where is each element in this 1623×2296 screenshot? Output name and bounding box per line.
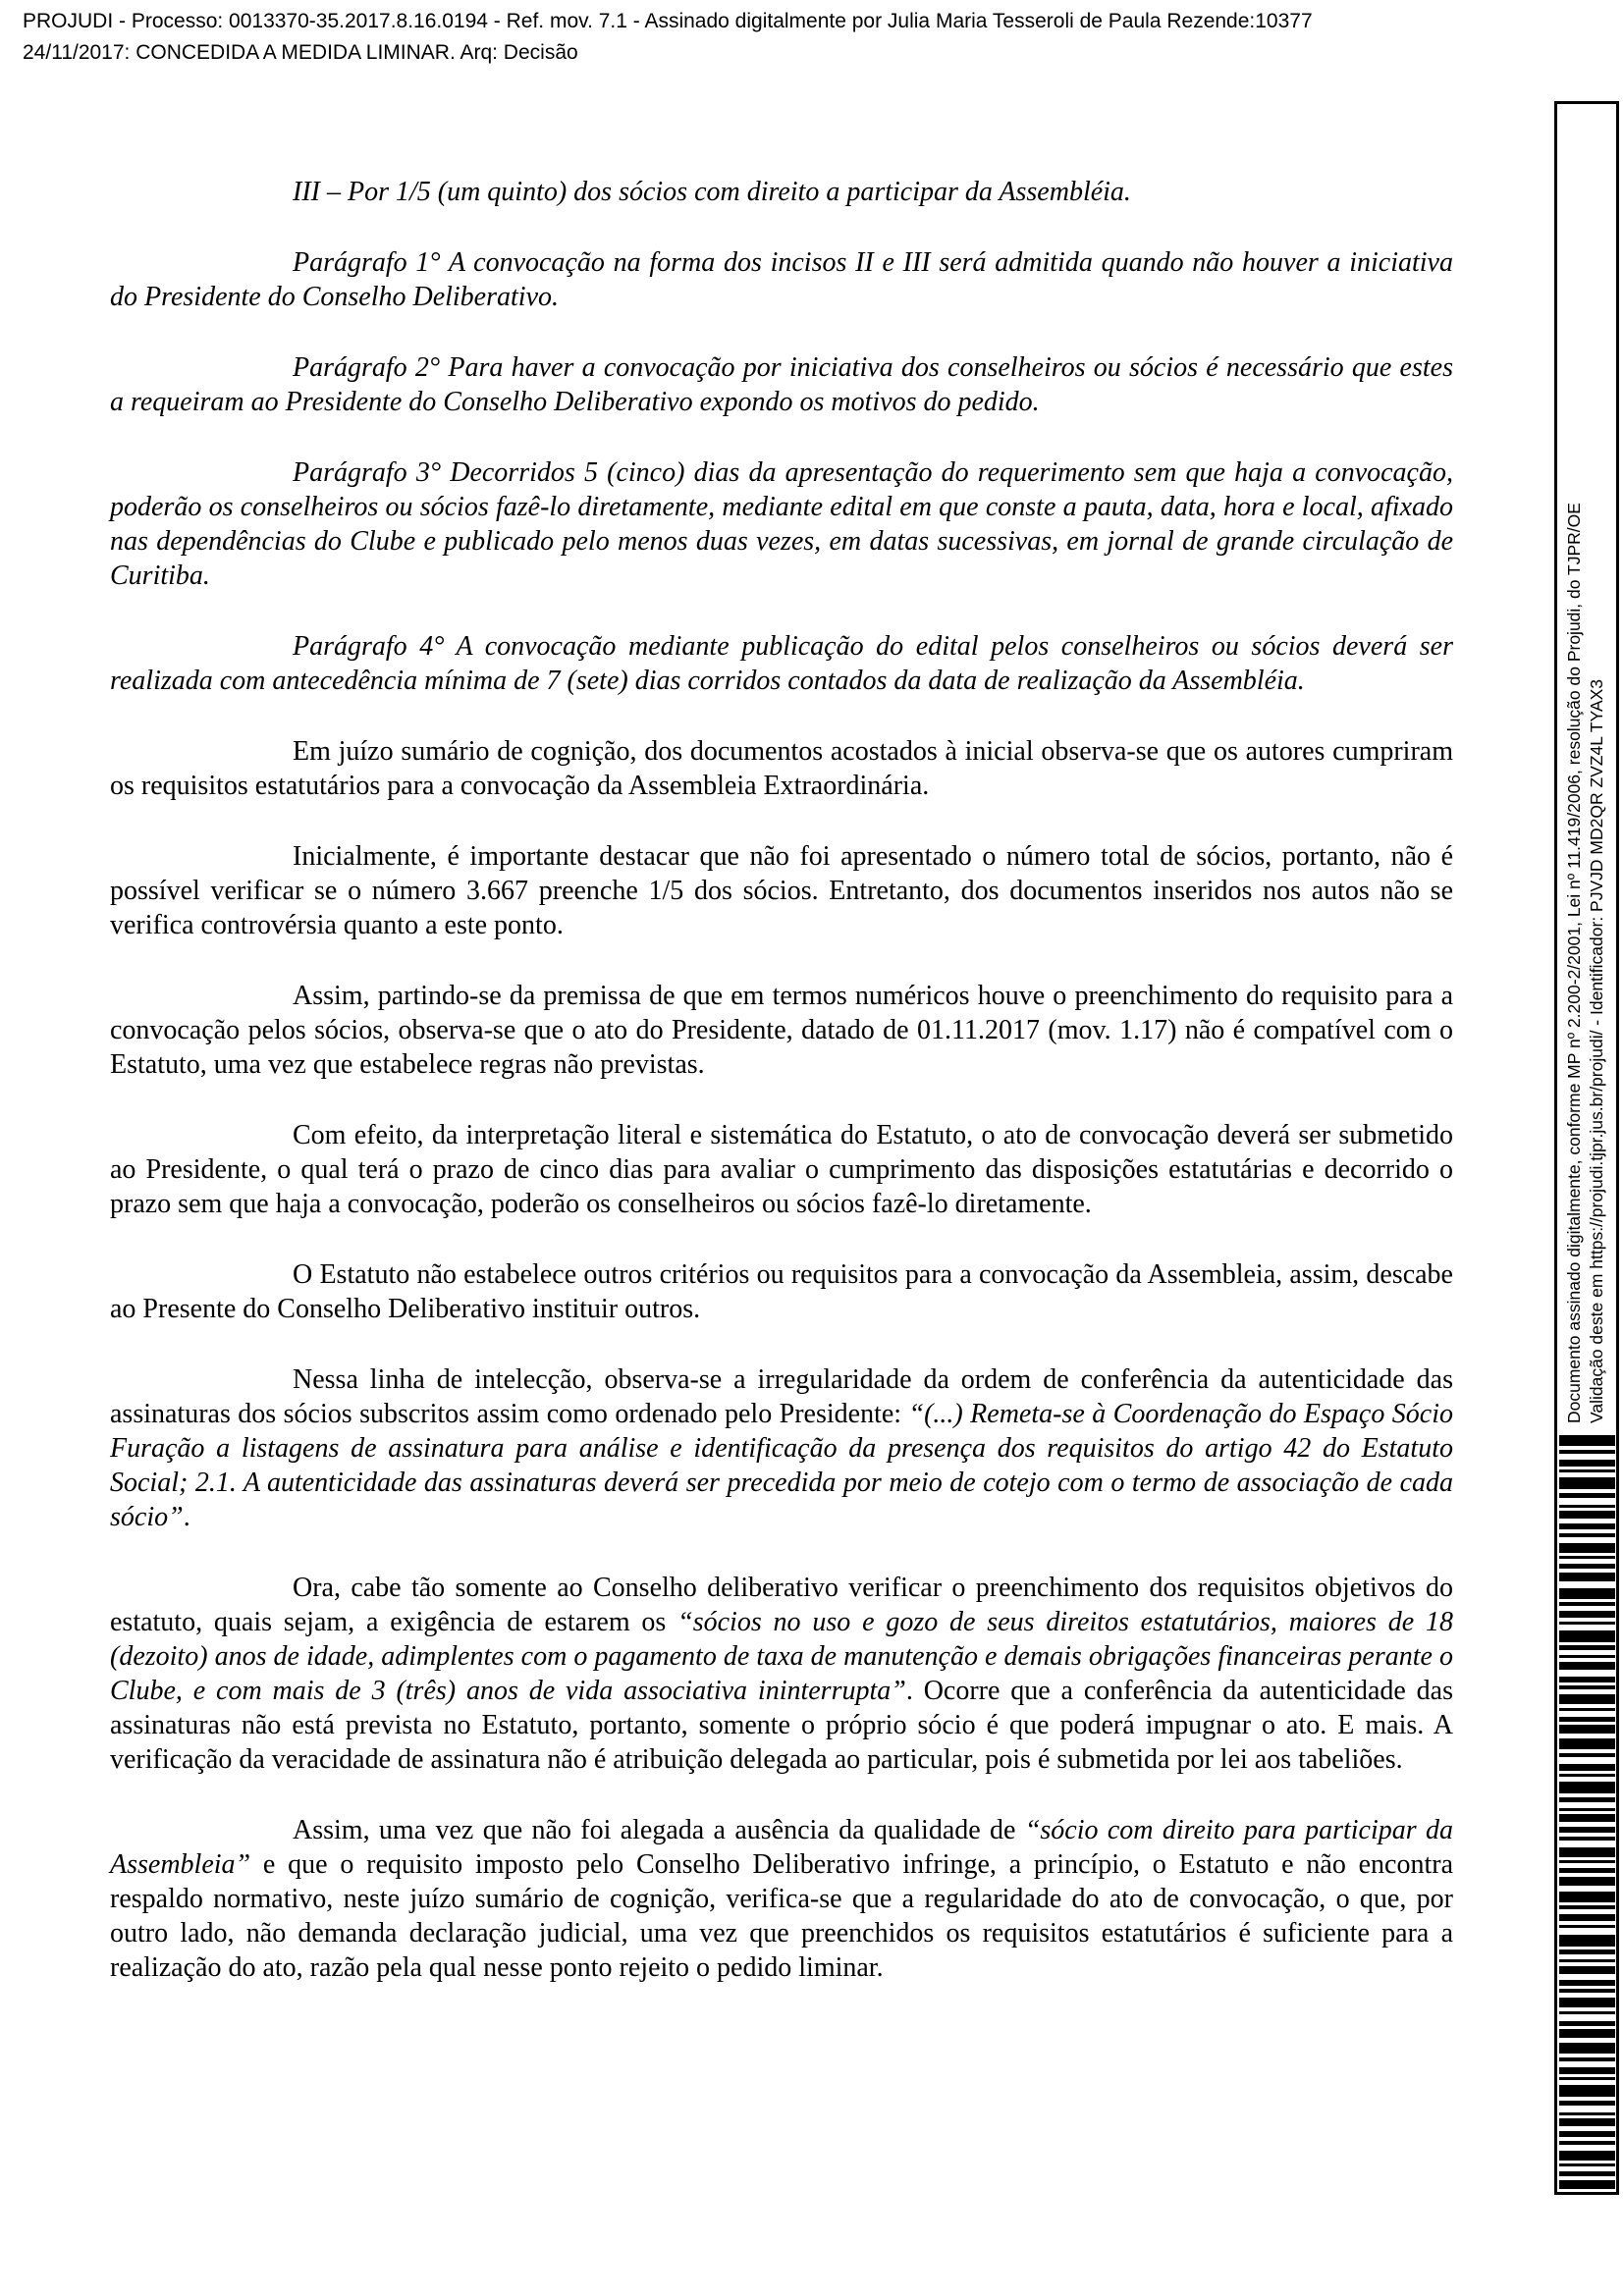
quoted-statute-text: “sócio com direito para participar da Assembleia” [110, 1815, 1453, 1880]
signature-line-2: Validação deste em https://projudi.tjpr.jus.br/projudi/ - Identificador: PJVJD MD2QR ZVZ4L TYAX3 [1587, 678, 1606, 1423]
paragraph [110, 979, 1453, 1082]
decision-body-text: . [183, 1502, 190, 1532]
barcode-bar [1559, 1708, 1615, 1711]
decision-body-text: Em juízo sumário de cognição, dos documentos acostados à inicial observa-se que os autores cumpriram os requisitos estatutários para a convocação da Assembleia Extraordinária. [110, 736, 1453, 801]
barcode-bar [1559, 1588, 1615, 1599]
quoted-statute-text: Parágrafo 4° A convocação mediante publicação do edital pelos conselheiros ou sócios deverá ser realizada com antecedência mínima de 7 (sete) dias corridos contados da data de realização da Assembléia. [110, 631, 1453, 696]
barcode-bar [1559, 1523, 1615, 1529]
barcode [1559, 1435, 1615, 2192]
barcode-bar [1559, 2057, 1615, 2061]
barcode-bar [1559, 1435, 1615, 1446]
barcode-bar [1559, 2067, 1615, 2074]
paragraph [110, 1571, 1453, 1777]
barcode-bar [1559, 1725, 1615, 1734]
barcode-bar [1559, 2101, 1615, 2106]
barcode-bar [1559, 1738, 1615, 1749]
barcode-bar [1559, 1905, 1615, 1909]
barcode-bar [1559, 1717, 1615, 1722]
barcode-bar [1559, 2011, 1615, 2014]
barcode-bar [1559, 1980, 1615, 1986]
barcode-bar [1559, 1949, 1615, 1954]
barcode-bar [1559, 2151, 1615, 2161]
barcode-bar [1559, 1477, 1615, 1489]
barcode-bar [1559, 1630, 1615, 1642]
barcode-bar [1559, 1543, 1615, 1553]
paragraph [110, 1118, 1453, 1221]
decision-body-text: O Estatuto não estabelece outros critérios ou requisitos para a convocação da Assembleia, assim, descabe ao Presente do Conselho Deliberativo instituir outros. [110, 1259, 1453, 1324]
barcode-bar [1559, 1877, 1615, 1886]
barcode-bar [1559, 1827, 1615, 1833]
barcode-bar [1559, 1645, 1615, 1650]
barcode-bar [1559, 1685, 1615, 1689]
barcode-bar [1559, 2085, 1615, 2097]
barcode-bar [1559, 1511, 1615, 1519]
signature-stamp-text [1563, 118, 1608, 1423]
barcode-bar [1559, 1677, 1615, 1682]
barcode-bar [1559, 2043, 1615, 2054]
barcode-bar [1559, 1868, 1615, 1873]
quoted-statute-text: Parágrafo 3° Decorridos 5 (cinco) dias da apresentação do requerimento sem que haja a convocação, poderão os conselheiros ou sócios fazê-lo diretamente, mediante edital em que conste a pauta, data, hora e local, afixado nas dependências do Clube e publicado pelo menos duas vezes, em datas sucessivas, em jornal de grande circulação de Curitiba. [110, 457, 1453, 591]
barcode-bar [1559, 2118, 1615, 2126]
barcode-bar [1559, 1998, 1615, 2007]
barcode-bar [1559, 1694, 1615, 1704]
decision-body-text: Assim, uma vez que não foi alegada a ausência da qualidade de [293, 1815, 1025, 1845]
paragraph [110, 629, 1453, 698]
barcode-bar [1559, 2180, 1615, 2189]
quoted-statute-text: Parágrafo 1° A convocação na forma dos incisos II e III será admitida quando não houver a iniciativa do Presidente do Conselho Deliberativo. [110, 247, 1453, 312]
barcode-bar [1559, 1860, 1615, 1863]
barcode-bar [1559, 1959, 1615, 1962]
paragraph [110, 455, 1453, 593]
barcode-bar [1559, 1764, 1615, 1771]
decision-body-text: Inicialmente, é importante destacar que não foi apresentado o número total de sócios, portanto, não é possível verificar se o número 3.667 preenche 1/5 dos sócios. Entretanto, dos documentos inseridos nos autos não se verifica controvérsia quanto a este ponto. [110, 841, 1453, 940]
paragraph [110, 1813, 1453, 1985]
barcode-bar [1559, 1622, 1615, 1625]
paragraph [110, 734, 1453, 803]
header-line-1: PROJUDI - Processo: 0013370-35.2017.8.16.0194 - Ref. mov. 7.1 - Assinado digitalmente por Julia Maria Tesseroli de Paula Rezende:10377 [23, 10, 1313, 32]
quoted-statute-text: III – Por 1/5 (um quinto) dos sócios com direito a participar da Assembléia. [293, 177, 1131, 207]
quoted-statute-text: “sócios no uso e gozo de seus direitos estatutários, maiores de 18 (dezoito) anos de idade, adimplentes com o pagamento de taxa de manutenção e demais obrigações financeiras perante o Clube, e com mais de 3 (três) anos de vida associativa ininterrupta” [110, 1607, 1453, 1706]
barcode-bar [1559, 1774, 1615, 1777]
barcode-bar [1559, 1892, 1615, 1902]
quoted-statute-text: Parágrafo 2° Para haver a convocação por iniciativa dos conselheiros ou sócios é necessário que estes a requeiram ao Presidente do Conselho Deliberativo expondo os motivos do pedido. [110, 352, 1453, 417]
decision-body-text: e que o requisito imposto pelo Conselho Deliberativo infringe, a princípio, o Estatuto e não encontra respaldo normativo, neste juízo sumário de cognição, verifica-se que a regularidade do ato de convocação, o que, por outro lado, não demanda declaração judicial, uma vez que preenchidos os requisitos estatutários é suficiente para a realização do ato, razão pela qual nesse ponto rejeito o pedido liminar. [110, 1849, 1453, 1983]
barcode-bar [1559, 1966, 1615, 1974]
barcode-bar [1559, 1753, 1615, 1757]
barcode-bar [1559, 1814, 1615, 1822]
barcode-bar [1559, 1533, 1615, 1537]
barcode-bar [1559, 2171, 1615, 2176]
barcode-bar [1559, 1655, 1615, 1658]
barcode-bar [1559, 2029, 1615, 2038]
decision-body-text: . Ocorre que a conferência da autenticidade das assinaturas não está prevista no Estatuto, portanto, somente o próprio sócio é que poderá impugnar o ato. E mais. A verificação da veracidade de assinatura não é atribuição delegada ao particular, pois é submetida por lei aos tabeliões. [110, 1676, 1454, 1775]
barcode-bar [1559, 1925, 1615, 1928]
barcode-bar [1559, 1914, 1615, 1921]
barcode-bar [1559, 1602, 1615, 1606]
paragraph [110, 839, 1453, 942]
barcode-bar [1559, 1935, 1615, 1947]
barcode-bar [1559, 1989, 1615, 1993]
barcode-bar [1559, 1573, 1615, 1581]
barcode-bar [1559, 1556, 1615, 1559]
decision-body-text: Assim, partindo-se da premissa de que em termos numéricos houve o preenchimento do requisito para a convocação pelos sócios, observa-se que o ato do Presidente, datado de 01.11.2017 (mov. 1.17) não é compatível com o Estatuto, uma vez que estabelece regras não previstas. [110, 981, 1453, 1080]
quoted-statute-text: “(...) Remeta-se à Coordenação do Espaço Sócio Furação a listagens de assinatura para análise e identificação da presença dos requisitos do artigo 42 do Estatuto Social; 2.1. A autenticidade das assinaturas deverá ser precedida por meio de cotejo com o termo de associação de cada sócio” [110, 1399, 1453, 1532]
barcode-bar [1559, 1837, 1615, 1841]
decision-body-text: Com efeito, da interpretação literal e sistemática do Estatuto, o ato de convocação deverá ser submetido ao Presidente, o qual terá o prazo de cinco dias para avaliar o cumprimento das disposições estatutárias e decorrido o prazo sem que haja a convocação, poderão os conselheiros ou sócios fazê-lo diretamente. [110, 1120, 1453, 1219]
signature-line-1: Documento assinado digitalmente, conforme MP nº 2.200-2/2001, Lei nº 11.419/2006, resolução do Projudi, do TJPR/OE [1564, 503, 1584, 1423]
decision-body-text: Ora, cabe tão somente ao Conselho deliberativo verificar o preenchimento dos requisitos objetivos do estatuto, quais sejam, a exigência de estarem os [110, 1573, 1453, 1637]
barcode-bar [1559, 2131, 1615, 2137]
barcode-bar [1559, 2141, 1615, 2145]
barcode-bar [1559, 1808, 1615, 1811]
barcode-bar [1559, 2077, 1615, 2080]
barcode-bar [1559, 1469, 1615, 1472]
barcode-bar [1559, 2112, 1615, 2115]
barcode-bar [1559, 1797, 1615, 1802]
barcode-bar [1559, 1847, 1615, 1857]
paragraph [110, 1257, 1453, 1326]
barcode-bar [1559, 1782, 1615, 1793]
barcode-bar [1559, 1662, 1615, 1670]
document-header [23, 6, 1313, 69]
paragraph [110, 1362, 1453, 1534]
header-line-2: 24/11/2017: CONCEDIDA A MEDIDA LIMINAR. Arq: Decisão [23, 41, 578, 64]
barcode-bar [1559, 1564, 1615, 1569]
barcode-bar [1559, 1505, 1615, 1508]
barcode-bar [1559, 1450, 1615, 1454]
barcode-bar [1559, 2021, 1615, 2026]
decision-text [110, 175, 1453, 2021]
barcode-bar [1559, 1493, 1615, 1498]
barcode-bar [1559, 1611, 1615, 1618]
paragraph [110, 350, 1453, 419]
paragraph [110, 245, 1453, 314]
barcode-bar [1559, 1460, 1615, 1467]
barcode-bar [1559, 2163, 1615, 2166]
paragraph [110, 175, 1453, 209]
decision-body-text: Nessa linha de intelecção, observa-se a irregularidade da ordem de conferência da autenticidade das assinaturas dos sócios subscritos assim como ordenado pelo Presidente: [110, 1364, 1453, 1429]
